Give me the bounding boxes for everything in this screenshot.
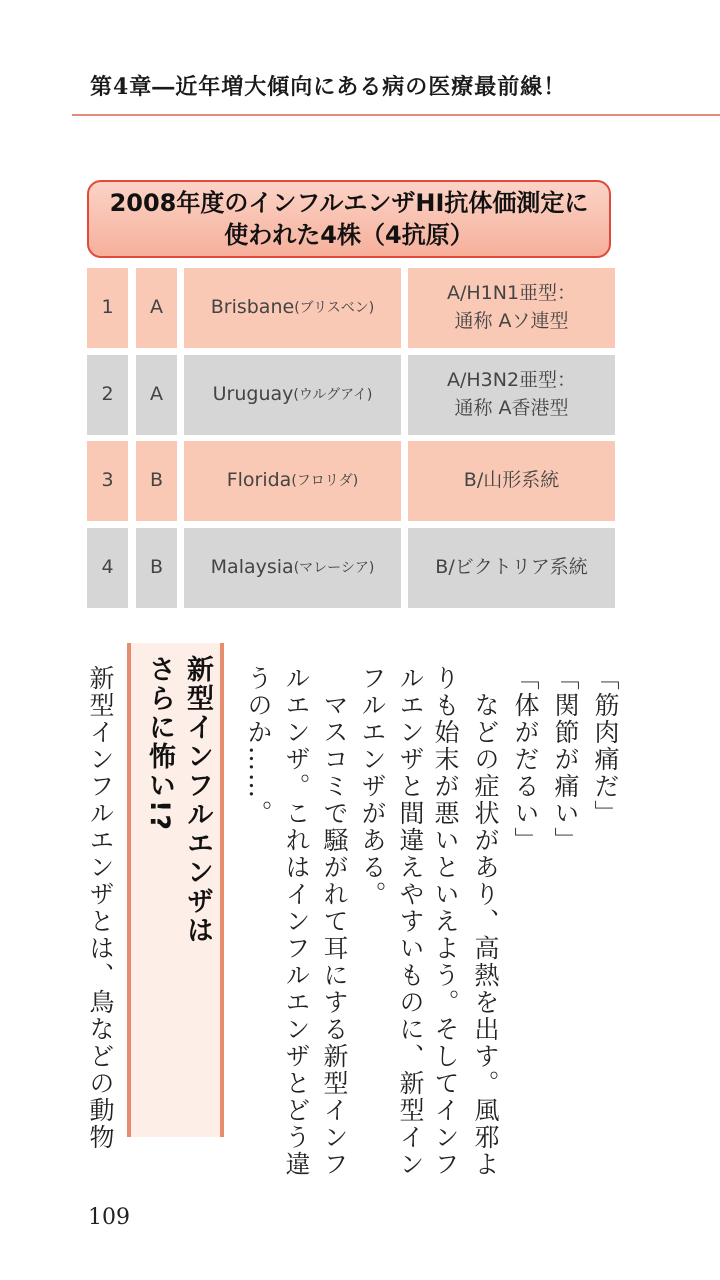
body-column: ルエンザ。これはインフルエンザとどう違: [282, 665, 311, 1178]
type-cell: A: [136, 268, 177, 348]
subtype-cell: B/山形系統: [408, 441, 615, 521]
page-number: 109: [88, 1205, 130, 1230]
strain-city-cell: Uruguay (ウルグアイ): [184, 355, 401, 435]
subtype-cell: A/H3N2亜型： 通称 A香港型: [408, 355, 615, 435]
body-column: 「筋肉痛だ」: [591, 665, 620, 827]
row-number-cell: 3: [87, 441, 128, 521]
table-row: [87, 268, 615, 348]
body-column: 新型インフルエンザとは、鳥などの動物: [86, 665, 115, 1151]
section-heading-line-1: 新型インフルエンザは: [182, 655, 213, 945]
body-column: 「関節が痛い」: [551, 665, 580, 854]
chapter-title: 第4章―近年増大傾向にある病の医療最前線！: [90, 74, 567, 100]
row-number-cell: 1: [87, 268, 128, 348]
section-heading-line-2: さらに怖い!?: [144, 655, 175, 832]
body-column: りも始末が悪いといえよう。そしてインフ: [431, 665, 460, 1178]
strain-city-cell: Florida (フロリダ): [184, 441, 401, 521]
type-cell: B: [136, 441, 177, 521]
body-column: マスコミで騒がれて耳にする新型インフ: [320, 665, 349, 1178]
header-rule: [72, 114, 720, 116]
table-title-line-1: 2008年度のインフルエンザHI抗体価測定に: [109, 188, 589, 217]
table-row: [87, 355, 615, 435]
row-number-cell: 2: [87, 355, 128, 435]
subtype-cell: B/ビクトリア系統: [408, 528, 615, 608]
strain-city-cell: Brisbane (ブリスベン): [184, 268, 401, 348]
subtype-cell: A/H1N1亜型： 通称 Aソ連型: [408, 268, 615, 348]
table-row: [87, 528, 615, 608]
body-column: ルエンザと間違えやすいものに、新型イン: [396, 665, 425, 1178]
row-number-cell: 4: [87, 528, 128, 608]
body-column: うのか……。: [244, 665, 273, 827]
table-row: [87, 441, 615, 521]
type-cell: A: [136, 355, 177, 435]
table-title-line-2: 使われた4株（4抗原）: [224, 221, 474, 249]
type-cell: B: [136, 528, 177, 608]
body-column: などの症状があり、高熱を出す。風邪よ: [471, 665, 500, 1178]
strain-city-cell: Malaysia (マレーシア): [184, 528, 401, 608]
body-column: 「体がだるい」: [511, 665, 540, 854]
table-title-box: [87, 180, 611, 258]
body-column: フルエンザがある。: [358, 665, 387, 908]
